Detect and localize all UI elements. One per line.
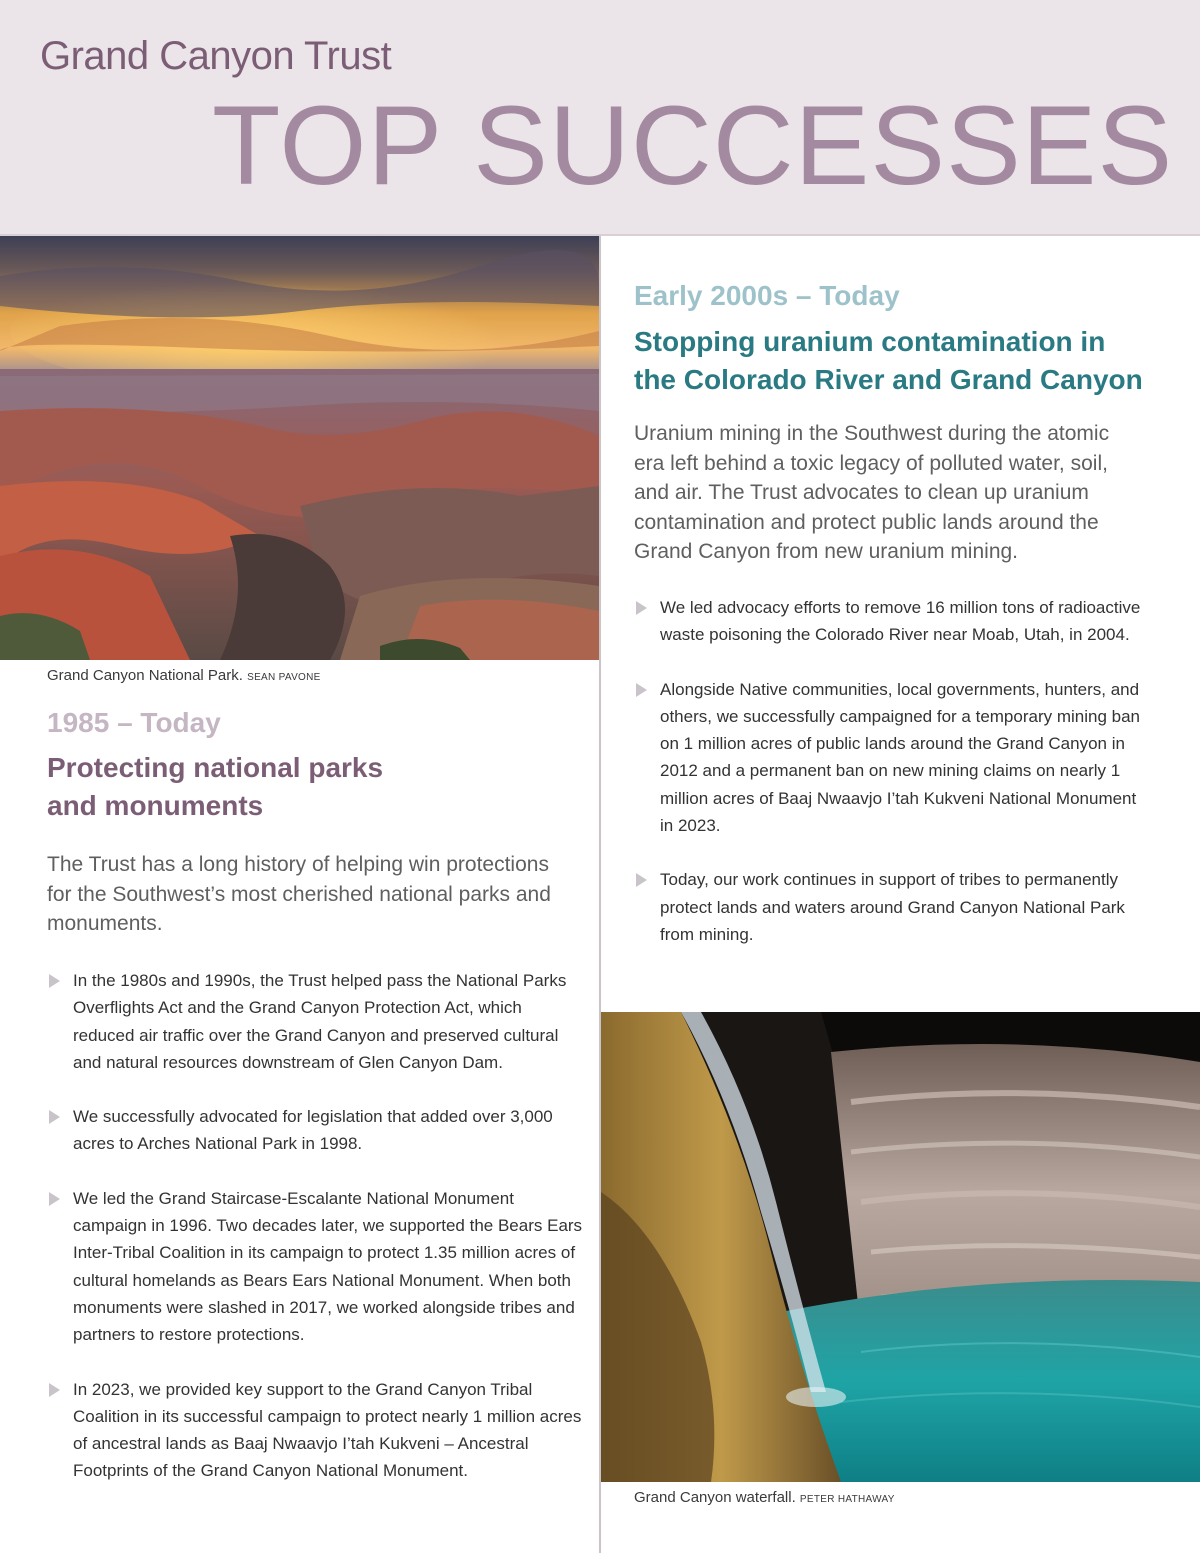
left-era: 1985 – Today	[47, 707, 221, 738]
left-heading-line1: Protecting national parks	[47, 752, 384, 783]
grand-canyon-photo	[0, 236, 599, 660]
left-heading-line2: and monuments	[47, 790, 264, 821]
organization-name: Grand Canyon Trust	[40, 34, 392, 78]
bullet-triangle-icon	[636, 873, 647, 887]
bullet-triangle-icon	[636, 683, 647, 697]
right-intro: Uranium mining in the Southwest during the atomic era left behind a toxic legacy of polluted water, soil, and air. The Trust advocates to clean up uranium contamination and protect public lands around the Grand Canyon from new uranium mining.	[634, 422, 1110, 563]
bullet-triangle-icon	[49, 974, 60, 988]
caption-text: Grand Canyon waterfall.	[634, 1489, 796, 1506]
bullet-triangle-icon	[49, 1383, 60, 1397]
photo-credit: PETER HATHAWAY	[799, 1494, 895, 1505]
list-item: Alongside Native communities, local governments, hunters, and others, we successfully campaigned for a temporary mining ban on 1 million acres of public lands around the Grand Canyon in 2012 and a permanent ban on new mining claims on nearly 1 million acres of Baaj Nwaavjo I’tah Kukveni National Monument in 2023.	[634, 676, 1154, 840]
list-item: In 2023, we provided key support to the Grand Canyon Tribal Coalition in its successful campaign to protect nearly 1 million acres of ancestral lands as Baaj Nwaavjo I’tah Kukveni – Ancestral Footprints of the Grand Canyon National Monument.	[47, 1376, 587, 1485]
right-photo-caption	[634, 1489, 895, 1506]
waterfall-photo	[601, 1012, 1200, 1482]
list-item: We successfully advocated for legislation that added over 3,000 acres to Arches National Park in 1998.	[47, 1103, 587, 1158]
left-heading	[47, 749, 383, 825]
left-photo-caption	[47, 667, 321, 684]
right-heading-line1: Stopping uranium contamination in	[634, 326, 1106, 357]
list-item: We led advocacy efforts to remove 16 million tons of radioactive waste poisoning the Colorado River near Moab, Utah, in 2004.	[634, 594, 1154, 649]
bullet-triangle-icon	[49, 1192, 60, 1206]
bullet-triangle-icon	[49, 1110, 60, 1124]
photo-credit: SEAN PAVONE	[247, 672, 321, 683]
right-era: Early 2000s – Today	[634, 280, 900, 311]
left-intro: The Trust has a long history of helping win protections for the Southwest’s most cherished national parks and monuments.	[47, 853, 551, 935]
page-header	[0, 0, 1200, 236]
caption-text: Grand Canyon National Park.	[47, 667, 243, 684]
page-title: TOP SUCCESSES	[212, 83, 1174, 208]
right-heading-line2: the Colorado River and Grand Canyon	[634, 364, 1143, 395]
list-item: Today, our work continues in support of tribes to permanently protect lands and waters around Grand Canyon National Park from mining.	[634, 866, 1154, 948]
right-heading	[634, 323, 1143, 399]
list-item: We led the Grand Staircase-Escalante National Monument campaign in 1996. Two decades later, we supported the Bears Ears Inter-Tribal Coalition in its campaign to protect 1.35 million acres of cultural homelands as Bears Ears National Monument. When both monuments were slashed in 2017, we worked alongside tribes and partners to restore protections.	[47, 1185, 587, 1349]
list-item: In the 1980s and 1990s, the Trust helped pass the National Parks Overflights Act and the Grand Canyon Protection Act, which reduced air traffic over the Grand Canyon and preserved cultural and natural resources downstream of Glen Canyon Dam.	[47, 967, 587, 1076]
bullet-triangle-icon	[636, 601, 647, 615]
left-bullet-list	[47, 967, 587, 1512]
right-bullet-list	[634, 594, 1154, 975]
